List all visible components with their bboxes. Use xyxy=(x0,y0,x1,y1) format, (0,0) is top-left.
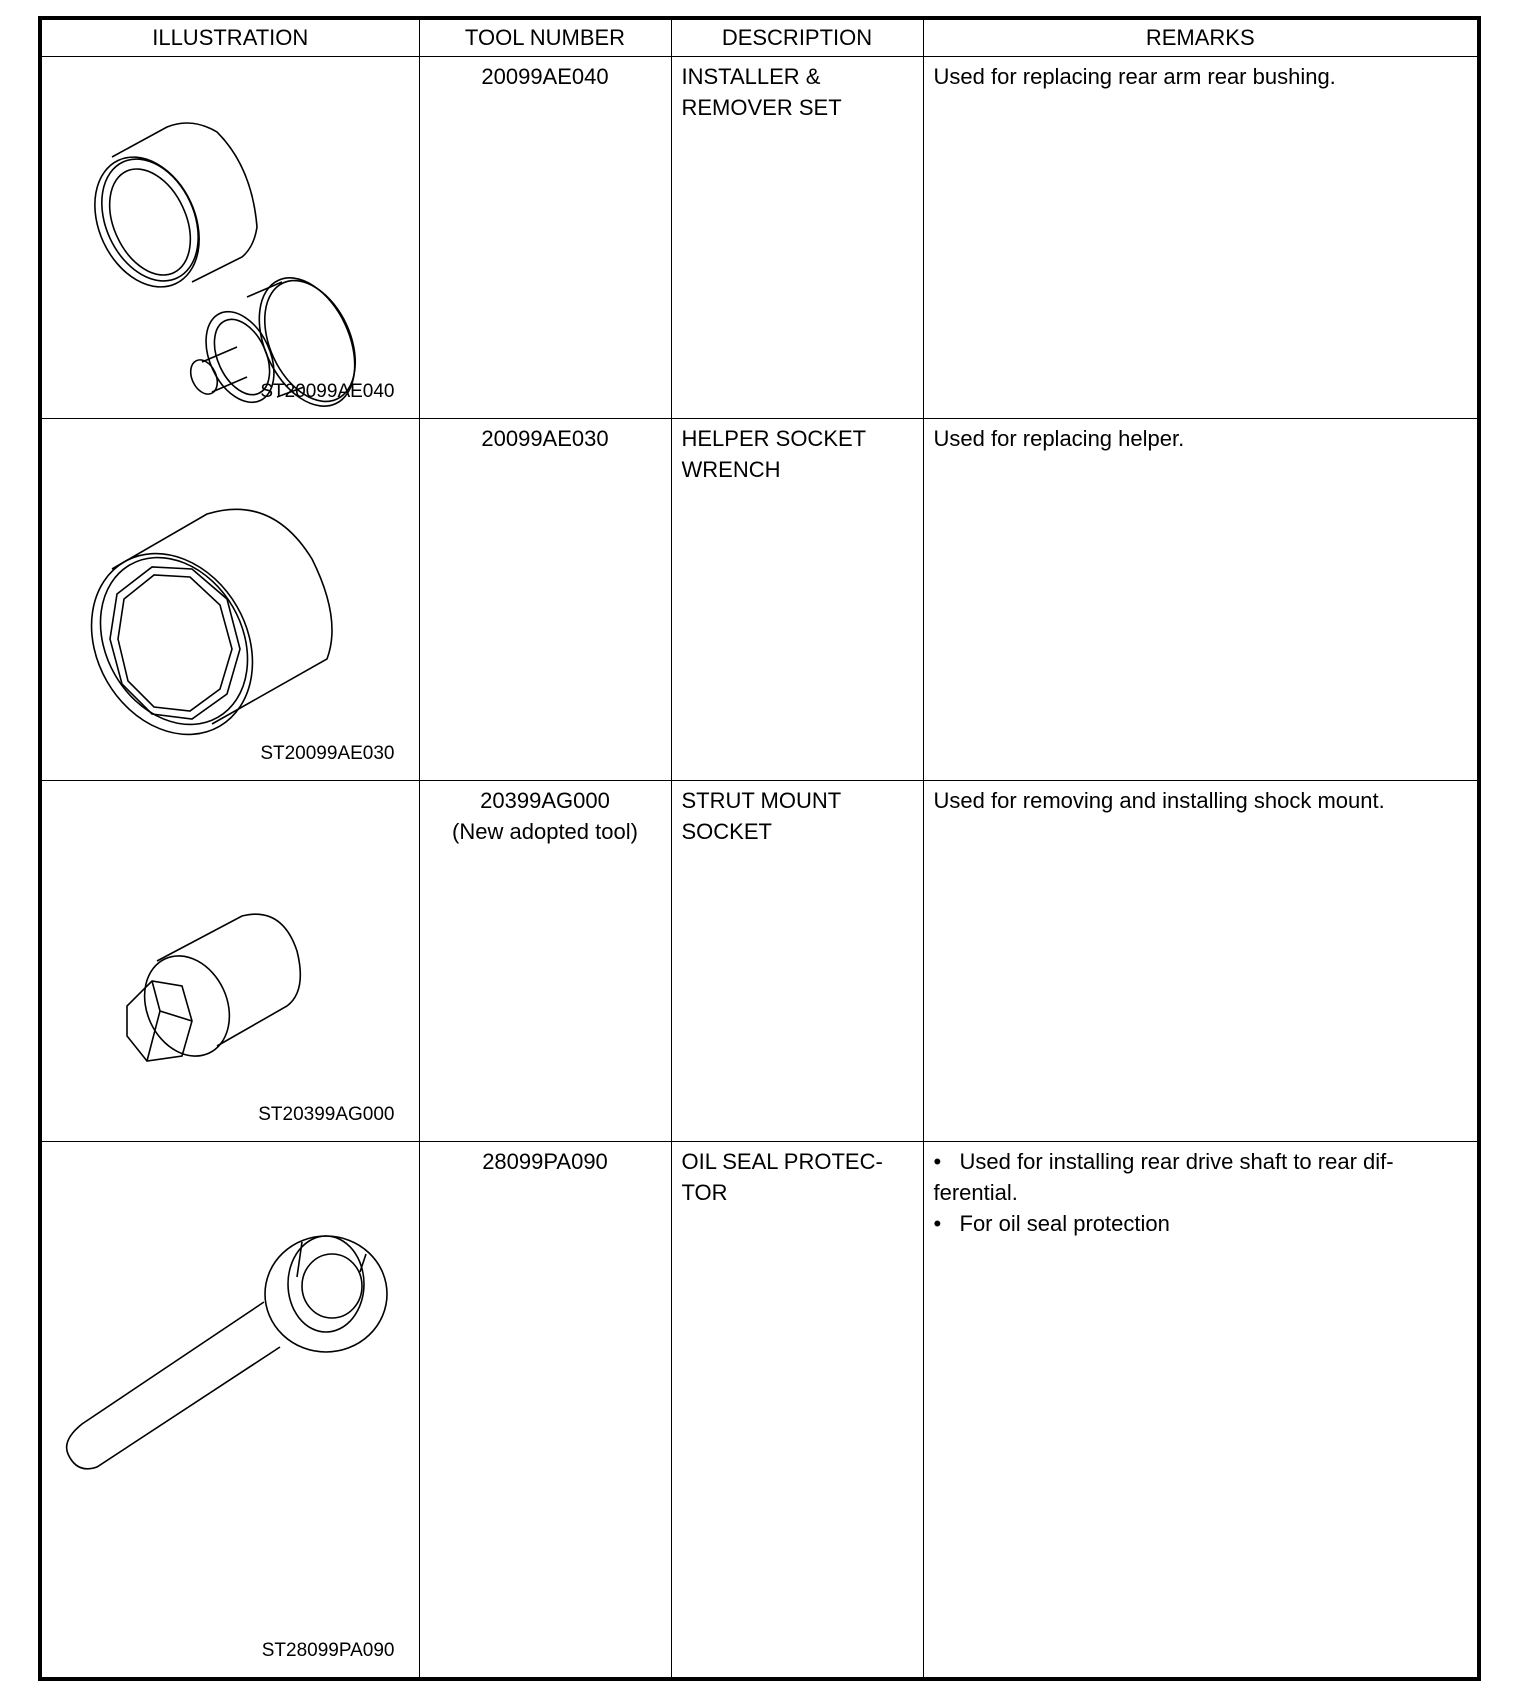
header-remarks: REMARKS xyxy=(923,18,1479,57)
description-line: OIL SEAL PROTEC- xyxy=(681,1149,883,1175)
remarks-cell xyxy=(923,1142,1479,1679)
remarks-text: Used for removing and installing shock mount. xyxy=(933,787,1385,813)
bullet-icon: • xyxy=(933,1149,942,1175)
description-line: SOCKET xyxy=(681,818,772,844)
table-row xyxy=(40,418,1479,780)
tool-number: 20399AG000 xyxy=(480,787,610,813)
tool-number-cell xyxy=(419,1142,671,1679)
description-line: WRENCH xyxy=(681,456,781,482)
remarks-text: For oil seal protection xyxy=(959,1211,1170,1237)
remarks-text: Used for replacing rear arm rear bushing. xyxy=(933,64,1336,89)
description-cell xyxy=(671,1142,923,1679)
remarks-text: Used for replacing helper. xyxy=(933,425,1185,451)
remarks-bullet xyxy=(934,1208,1468,1239)
description-line: INSTALLER & xyxy=(681,64,821,89)
header-description: DESCRIPTION xyxy=(671,18,923,57)
special-tools-table xyxy=(38,16,1481,1681)
description-cell xyxy=(671,57,923,419)
table-row xyxy=(40,1142,1479,1679)
tool-number-cell xyxy=(419,780,671,1142)
tool-number-note: (New adopted tool) xyxy=(452,818,638,844)
table-row xyxy=(40,57,1479,419)
bullet-icon: • xyxy=(933,1211,942,1237)
remarks-cell xyxy=(923,418,1479,780)
header-row xyxy=(40,18,1479,57)
description-line: HELPER SOCKET xyxy=(681,425,867,451)
description-cell xyxy=(671,418,923,780)
oil-seal-protector-illustration xyxy=(42,1142,421,1547)
tool-number: 20099AE040 xyxy=(481,64,609,89)
illustration-cell xyxy=(40,418,419,780)
table-row xyxy=(40,780,1479,1142)
description-cell xyxy=(671,780,923,1142)
tool-number-cell xyxy=(419,57,671,419)
illustration-cell xyxy=(40,780,419,1142)
tool-number-cell xyxy=(419,418,671,780)
description-line: REMOVER SET xyxy=(681,95,842,120)
tool-number: 28099PA090 xyxy=(482,1149,608,1175)
illustration-cell xyxy=(40,1142,419,1679)
illustration-code: ST20099AE040 xyxy=(260,380,395,402)
header-tool-number: TOOL NUMBER xyxy=(419,18,671,57)
remarks-text: ferential. xyxy=(933,1180,1018,1206)
remarks-text: Used for installing rear drive shaft to rear dif- xyxy=(959,1149,1394,1175)
remarks-cell xyxy=(923,57,1479,419)
description-line: TOR xyxy=(681,1180,728,1206)
remarks-bullet xyxy=(934,1146,1468,1177)
remarks-cell xyxy=(923,780,1479,1142)
description-line: STRUT MOUNT xyxy=(681,787,842,813)
illustration-code: ST20399AG000 xyxy=(258,1104,395,1126)
tool-number: 20099AE030 xyxy=(481,425,609,451)
illustration-cell xyxy=(40,57,419,419)
illustration-code: ST20099AE030 xyxy=(260,742,395,764)
illustration-code: ST28099PA090 xyxy=(261,1640,395,1661)
header-illustration: ILLUSTRATION xyxy=(40,18,419,57)
